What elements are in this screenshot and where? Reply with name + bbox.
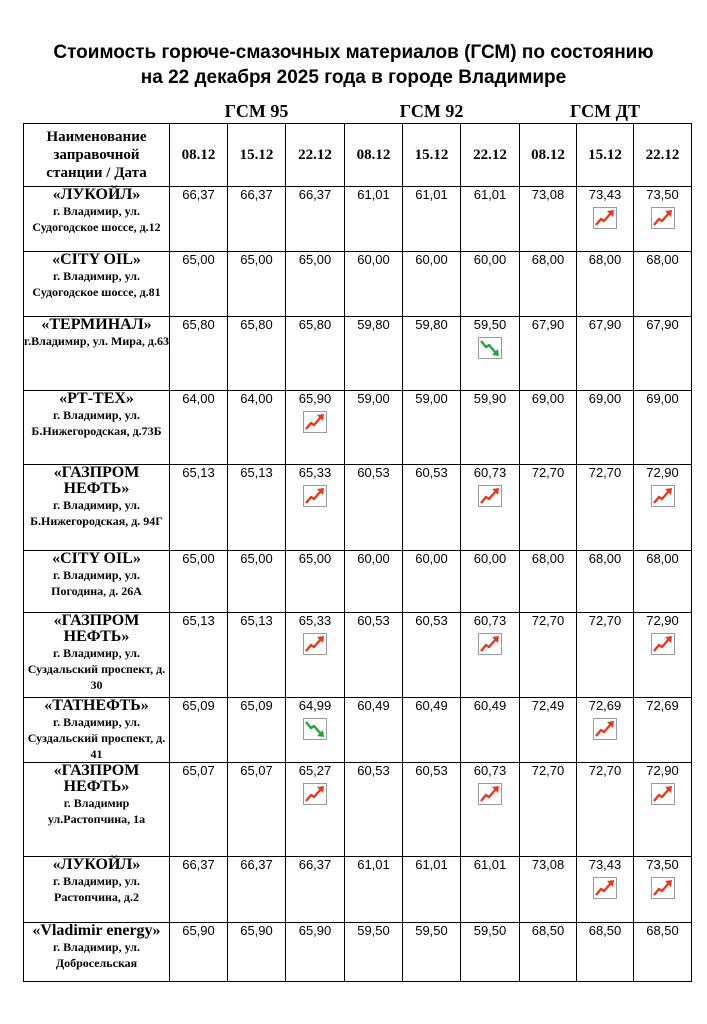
station-name: «ГАЗПРОМ НЕФТЬ» (53, 762, 140, 795)
price-value: 61,01 (357, 187, 390, 202)
price-value: 61,01 (473, 187, 507, 202)
price-value: 59,00 (415, 391, 448, 406)
price-value: 59,80 (357, 317, 390, 332)
price-cell (228, 763, 286, 857)
price-cell (403, 465, 461, 551)
price-cell (228, 317, 286, 391)
price-cell (520, 923, 577, 982)
trend-up-icon (651, 207, 675, 229)
price-cell (286, 391, 345, 465)
date-header: 08.12 (170, 124, 228, 187)
price-value: 64,00 (182, 391, 215, 406)
price-cell (461, 698, 520, 763)
price-value: 65,90 (182, 923, 215, 938)
price-value: 72,69 (646, 698, 679, 713)
station-cell (24, 187, 170, 252)
price-value: 72,90 (646, 465, 679, 480)
price-value: 60,00 (357, 551, 390, 566)
station-address: г. Владимир, ул. Растопчина, д.2 (52, 874, 140, 904)
price-cell (286, 187, 345, 252)
price-value: 72,70 (531, 465, 565, 480)
price-cell (577, 698, 634, 763)
price-cell (520, 187, 577, 252)
price-value: 67,90 (588, 317, 622, 332)
price-cell (286, 698, 345, 763)
station-address: г. Владимир, ул. Судогодское шоссе, д.81 (32, 269, 161, 299)
price-value: 59,80 (415, 317, 448, 332)
price-cell (403, 923, 461, 982)
table-row (24, 317, 692, 391)
price-cell (577, 391, 634, 465)
station-cell (24, 551, 170, 613)
price-cell (461, 252, 520, 317)
price-cell (403, 187, 461, 252)
trend-up-icon (593, 877, 617, 899)
price-cell (170, 698, 228, 763)
price-cell (345, 857, 403, 923)
price-cell (228, 252, 286, 317)
price-value: 72,49 (531, 698, 565, 713)
price-cell (520, 763, 577, 857)
price-cell (286, 252, 345, 317)
price-cell (520, 391, 577, 465)
price-cell (634, 923, 692, 982)
trend-up-icon (651, 633, 675, 655)
price-cell (345, 391, 403, 465)
price-value: 59,50 (357, 923, 390, 938)
table-row (24, 187, 692, 252)
table-row (24, 252, 692, 317)
group-gsm95: ГСМ 95 (224, 101, 289, 121)
price-value: 64,00 (240, 391, 273, 406)
station-address: г. Владимир, ул. Добросельская (52, 940, 140, 970)
station-address: г.Владимир, ул. Мира, д.63 (24, 334, 169, 348)
price-value: 65,80 (298, 317, 332, 332)
station-address: г. Владимир, ул. Суздальский проспект, д. 30 (27, 646, 166, 692)
price-cell (345, 698, 403, 763)
station-cell (24, 391, 170, 465)
trend-up-icon (651, 783, 675, 805)
date-header: 22.12 (634, 124, 692, 187)
price-cell (345, 923, 403, 982)
price-cell (228, 613, 286, 698)
station-name: «CITY OIL» (52, 550, 141, 567)
price-value: 66,37 (298, 857, 332, 872)
table-row (24, 698, 692, 763)
price-value: 65,00 (182, 551, 215, 566)
trend-down-icon (478, 337, 502, 359)
price-cell (520, 613, 577, 698)
trend-up-icon (478, 633, 502, 655)
price-value: 65,00 (298, 252, 332, 267)
price-value: 67,90 (531, 317, 565, 332)
price-value: 65,33 (298, 465, 332, 480)
price-table (23, 123, 692, 982)
trend-up-icon (593, 207, 617, 229)
price-value: 59,50 (473, 317, 507, 332)
price-cell (461, 923, 520, 982)
price-value: 69,00 (646, 391, 679, 406)
station-cell (24, 763, 170, 857)
station-name: «ГАЗПРОМ НЕФТЬ» (53, 464, 140, 497)
price-cell (345, 613, 403, 698)
price-value: 65,90 (298, 923, 332, 938)
station-name: «ТАТНЕФТЬ» (44, 697, 149, 714)
station-cell (24, 465, 170, 551)
price-cell (345, 551, 403, 613)
price-cell (577, 923, 634, 982)
price-value: 61,01 (415, 857, 448, 872)
station-name: «РТ-ТЕХ» (59, 390, 134, 407)
price-cell (461, 551, 520, 613)
title-line-1: Стоимость горюче-смазочных материалов (ГСМ) по состоянию (53, 42, 654, 63)
price-value: 60,00 (415, 551, 448, 566)
price-value: 65,13 (240, 465, 273, 480)
price-cell (170, 923, 228, 982)
price-cell (634, 763, 692, 857)
trend-up-icon (651, 485, 675, 507)
price-cell (634, 613, 692, 698)
price-value: 72,70 (531, 613, 565, 628)
price-value: 60,53 (415, 613, 448, 628)
price-value: 60,73 (473, 763, 507, 778)
price-value: 64,99 (298, 698, 332, 713)
price-cell (286, 923, 345, 982)
station-name: «ТЕРМИНАЛ» (41, 316, 152, 333)
price-value: 60,53 (415, 465, 448, 480)
price-cell (170, 551, 228, 613)
price-cell (228, 857, 286, 923)
price-cell (170, 465, 228, 551)
price-cell (345, 187, 403, 252)
price-value: 59,00 (357, 391, 390, 406)
price-value: 68,50 (646, 923, 679, 938)
price-cell (577, 187, 634, 252)
date-header: 08.12 (345, 124, 403, 187)
price-value: 68,00 (531, 551, 565, 566)
price-cell (170, 391, 228, 465)
price-cell (520, 465, 577, 551)
price-value: 65,13 (240, 613, 273, 628)
price-cell (403, 763, 461, 857)
price-cell (634, 551, 692, 613)
price-value: 65,13 (182, 465, 215, 480)
date-header: 22.12 (286, 124, 345, 187)
price-cell (403, 391, 461, 465)
station-name: «Vladimir energy» (32, 922, 161, 939)
price-cell (520, 551, 577, 613)
price-value: 73,08 (531, 857, 565, 872)
price-cell (403, 857, 461, 923)
price-value: 73,50 (646, 187, 679, 202)
trend-up-icon (303, 411, 327, 433)
fuel-group-headers (0, 101, 707, 123)
station-name: «CITY OIL» (52, 251, 141, 268)
station-name: «ГАЗПРОМ НЕФТЬ» (53, 612, 140, 645)
price-value: 60,73 (473, 613, 507, 628)
price-value: 65,90 (240, 923, 273, 938)
price-cell (228, 698, 286, 763)
price-cell (461, 465, 520, 551)
table-row (24, 923, 692, 982)
date-header: 15.12 (403, 124, 461, 187)
trend-down-icon (303, 718, 327, 740)
price-value: 66,37 (182, 187, 215, 202)
price-value: 65,33 (298, 613, 332, 628)
price-cell (634, 187, 692, 252)
price-value: 72,70 (531, 763, 565, 778)
station-cell (24, 698, 170, 763)
station-address: г. Владимир ул.Растопчина, 1а (47, 796, 146, 826)
price-value: 72,90 (646, 613, 679, 628)
price-value: 61,01 (415, 187, 448, 202)
price-cell (403, 317, 461, 391)
price-cell (170, 317, 228, 391)
price-value: 60,73 (473, 465, 507, 480)
price-cell (403, 551, 461, 613)
price-value: 60,00 (473, 551, 507, 566)
table-row (24, 857, 692, 923)
date-header: 08.12 (520, 124, 577, 187)
station-cell (24, 252, 170, 317)
trend-up-icon (478, 485, 502, 507)
trend-up-icon (478, 783, 502, 805)
station-address: г. Владимир, ул. Суздальский проспект, д. 41 (27, 715, 166, 761)
price-cell (403, 252, 461, 317)
station-name: «ЛУКОЙЛ» (52, 856, 141, 873)
trend-up-icon (303, 783, 327, 805)
price-value: 69,00 (531, 391, 565, 406)
price-value: 65,00 (182, 252, 215, 267)
price-value: 61,01 (357, 857, 390, 872)
date-header: 15.12 (228, 124, 286, 187)
price-value: 65,07 (240, 763, 273, 778)
price-cell (403, 613, 461, 698)
price-value: 65,80 (240, 317, 273, 332)
price-cell (634, 698, 692, 763)
price-value: 59,90 (473, 391, 507, 406)
price-value: 65,07 (182, 763, 215, 778)
price-cell (634, 857, 692, 923)
price-cell (228, 551, 286, 613)
price-value: 65,00 (240, 551, 273, 566)
price-value: 68,00 (588, 551, 622, 566)
price-value: 66,37 (240, 857, 273, 872)
title-line-2: на 22 декабря 2025 года в городе Владимире (140, 67, 567, 88)
price-cell (577, 465, 634, 551)
group-gsm-dt: ГСМ ДТ (569, 101, 641, 121)
price-cell (520, 317, 577, 391)
price-cell (170, 763, 228, 857)
price-cell (577, 252, 634, 317)
price-value: 65,27 (298, 763, 332, 778)
price-value: 66,37 (298, 187, 332, 202)
station-address: г. Владимир, ул. Погодина, д. 26А (51, 568, 142, 598)
price-cell (345, 252, 403, 317)
price-cell (170, 613, 228, 698)
price-value: 69,00 (588, 391, 622, 406)
price-value: 65,09 (240, 698, 273, 713)
price-value: 60,00 (415, 252, 448, 267)
price-cell (520, 698, 577, 763)
price-cell (228, 465, 286, 551)
station-cell (24, 923, 170, 982)
price-value: 68,00 (531, 252, 565, 267)
price-cell (461, 613, 520, 698)
price-cell (345, 317, 403, 391)
price-value: 65,90 (298, 391, 332, 406)
price-value: 72,70 (588, 465, 622, 480)
price-value: 65,00 (240, 252, 273, 267)
station-name: «ЛУКОЙЛ» (52, 186, 141, 203)
station-address: г. Владимир, ул. Б.Нижегородская, д.73Б (31, 408, 162, 438)
price-cell (286, 465, 345, 551)
price-value: 59,50 (473, 923, 507, 938)
trend-up-icon (593, 718, 617, 740)
price-cell (577, 763, 634, 857)
price-cell (403, 698, 461, 763)
trend-up-icon (303, 485, 327, 507)
trend-up-icon (303, 633, 327, 655)
price-value: 65,09 (182, 698, 215, 713)
price-value: 68,50 (588, 923, 622, 938)
price-cell (461, 857, 520, 923)
price-cell (286, 857, 345, 923)
price-cell (228, 391, 286, 465)
price-value: 65,80 (182, 317, 215, 332)
price-cell (228, 187, 286, 252)
station-cell (24, 317, 170, 391)
price-value: 68,00 (588, 252, 622, 267)
price-cell (170, 252, 228, 317)
price-cell (170, 187, 228, 252)
price-value: 68,50 (531, 923, 565, 938)
table-row (24, 613, 692, 698)
date-header: 22.12 (461, 124, 520, 187)
station-address: г. Владимир, ул. Б.Нижегородская, д. 94Г (30, 498, 163, 528)
price-value: 72,90 (646, 763, 679, 778)
price-value: 73,43 (588, 187, 622, 202)
price-value: 68,00 (646, 551, 679, 566)
price-cell (520, 252, 577, 317)
price-value: 66,37 (182, 857, 215, 872)
table-row (24, 551, 692, 613)
price-value: 59,50 (415, 923, 448, 938)
price-value: 60,49 (357, 698, 390, 713)
price-value: 73,08 (531, 187, 565, 202)
price-cell (634, 252, 692, 317)
group-gsm92: ГСМ 92 (399, 101, 464, 121)
price-value: 73,43 (588, 857, 622, 872)
table-row (24, 465, 692, 551)
price-cell (634, 465, 692, 551)
price-cell (461, 187, 520, 252)
price-cell (461, 391, 520, 465)
price-cell (286, 763, 345, 857)
price-cell (345, 763, 403, 857)
price-cell (577, 857, 634, 923)
price-value: 72,70 (588, 763, 622, 778)
station-cell (24, 613, 170, 698)
price-cell (577, 317, 634, 391)
price-value: 60,53 (415, 763, 448, 778)
price-value: 68,00 (646, 252, 679, 267)
price-value: 65,00 (298, 551, 332, 566)
price-value: 67,90 (646, 317, 679, 332)
price-cell (577, 551, 634, 613)
price-cell (461, 763, 520, 857)
price-value: 61,01 (473, 857, 507, 872)
page-title (0, 40, 707, 90)
price-value: 60,53 (357, 613, 390, 628)
header-row (24, 124, 692, 187)
table-row (24, 763, 692, 857)
price-value: 73,50 (646, 857, 679, 872)
price-cell (634, 317, 692, 391)
price-cell (170, 857, 228, 923)
price-value: 60,00 (357, 252, 390, 267)
date-header: 15.12 (577, 124, 634, 187)
price-cell (520, 857, 577, 923)
price-value: 66,37 (240, 187, 273, 202)
price-value: 60,53 (357, 763, 390, 778)
trend-up-icon (651, 877, 675, 899)
price-value: 72,70 (588, 613, 622, 628)
price-cell (577, 613, 634, 698)
price-value: 60,00 (473, 252, 507, 267)
station-address: г. Владимир, ул. Судогодское шоссе, д.12 (32, 204, 161, 234)
price-value: 60,53 (357, 465, 390, 480)
price-cell (228, 923, 286, 982)
price-value: 60,49 (473, 698, 507, 713)
price-cell (286, 613, 345, 698)
price-cell (461, 317, 520, 391)
price-value: 60,49 (415, 698, 448, 713)
price-cell (286, 317, 345, 391)
price-cell (345, 465, 403, 551)
price-cell (286, 551, 345, 613)
price-cell (634, 391, 692, 465)
price-value: 65,13 (182, 613, 215, 628)
station-cell (24, 857, 170, 923)
table-row (24, 391, 692, 465)
price-value: 72,69 (588, 698, 622, 713)
station-name-header: Наименование заправочной станции / Дата (24, 124, 170, 187)
